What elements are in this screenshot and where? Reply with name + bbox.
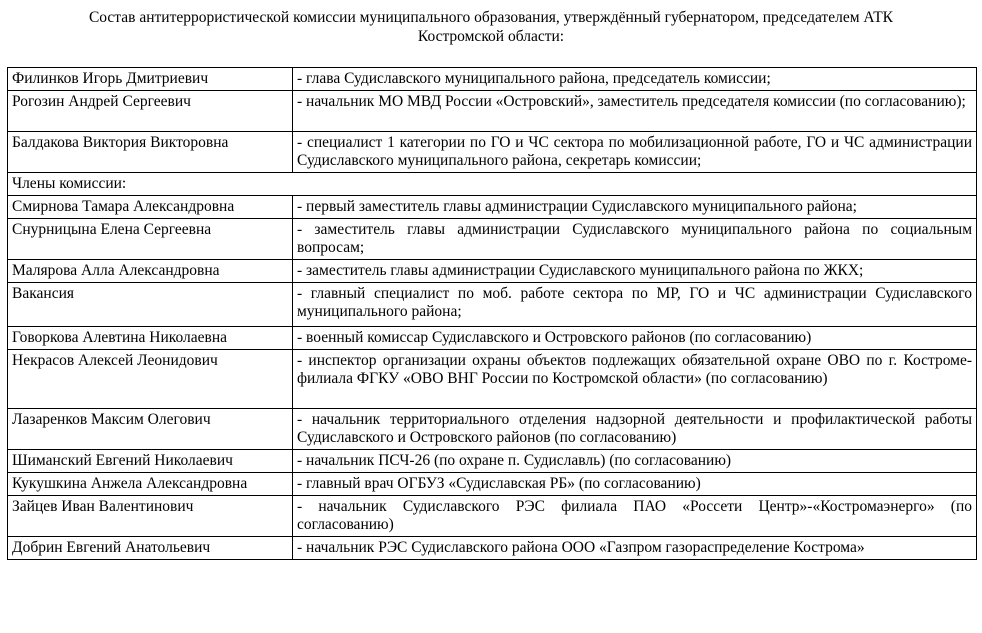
member-name: Вакансия <box>8 283 293 327</box>
member-name: Рогозин Андрей Сергеевич <box>8 91 293 132</box>
members-heading-row <box>8 173 977 196</box>
member-name: Филинков Игорь Дмитриевич <box>8 68 293 91</box>
member-name: Кукушкина Анжела Александровна <box>8 473 293 496</box>
document-title-line-2: Костромской области: <box>417 28 565 45</box>
members-heading: Члены комиссии: <box>8 173 977 196</box>
commission-table <box>7 67 977 560</box>
member-role: - заместитель главы администрации Судиславского муниципального района по социальным вопросам; <box>293 219 977 260</box>
member-role: - военный комиссар Судиславского и Островского районов (по согласованию) <box>293 327 977 350</box>
table-row-secretary <box>8 132 977 173</box>
table-row <box>8 450 977 473</box>
member-role: - инспектор организации охраны объектов подлежащих обязательной охране ОВО по г. Костроме-филиала ФГКУ «ОВО ВНГ России по Костромской области» (по согласованию) <box>293 350 977 409</box>
member-role: - заместитель главы администрации Судиславского муниципального района по ЖКХ; <box>293 260 977 283</box>
member-name: Малярова Алла Александровна <box>8 260 293 283</box>
table-row <box>8 350 977 409</box>
table-row <box>8 409 977 450</box>
document-title-line-1: Состав антитеррористической комиссии муниципального образования, утверждённый губернатором, председателем АТК <box>88 9 894 26</box>
document-title <box>20 8 962 46</box>
table-row-chairman <box>8 68 977 91</box>
member-role: - главный врач ОГБУЗ «Судиславская РБ» (по согласованию) <box>293 473 977 496</box>
member-name: Лазаренков Максим Олегович <box>8 409 293 450</box>
member-name: Смирнова Тамара Александровна <box>8 196 293 219</box>
member-name: Балдакова Виктория Викторовна <box>8 132 293 173</box>
member-role: - специалист 1 категории по ГО и ЧС сектора по мобилизационной работе, ГО и ЧС администрации Судиславского муниципального района, секретарь комиссии; <box>293 132 977 173</box>
member-role: - начальник МО МВД России «Островский», заместитель председателя комиссии (по согласованию); <box>293 91 977 132</box>
table-row <box>8 283 977 327</box>
member-role: - глава Судиславского муниципального района, председатель комиссии; <box>293 68 977 91</box>
member-name: Снурницына Елена Сергеевна <box>8 219 293 260</box>
member-name: Добрин Евгений Анатольевич <box>8 537 293 560</box>
table-row <box>8 219 977 260</box>
table-row <box>8 260 977 283</box>
table-row <box>8 196 977 219</box>
member-name: Говоркова Алевтина Николаевна <box>8 327 293 350</box>
member-role: - первый заместитель главы администрации Судиславского муниципального района; <box>293 196 977 219</box>
member-role: - начальник Судиславского РЭС филиала ПАО «Россети Центр»-«Костромаэнерго» (по согласованию) <box>293 496 977 537</box>
member-role: - начальник территориального отделения надзорной деятельности и профилактической работы Судиславского и Островского районов (по согласованию) <box>293 409 977 450</box>
member-role: - начальник РЭС Судиславского района ООО «Газпром газораспределение Кострома» <box>293 537 977 560</box>
table-row-deputy-chairman <box>8 91 977 132</box>
member-name: Шиманский Евгений Николаевич <box>8 450 293 473</box>
member-role: - начальник ПСЧ-26 (по охране п. Судиславль) (по согласованию) <box>293 450 977 473</box>
member-name: Некрасов Алексей Леонидович <box>8 350 293 409</box>
table-row <box>8 473 977 496</box>
table-row <box>8 327 977 350</box>
table-row <box>8 537 977 560</box>
member-role: - главный специалист по моб. работе сектора по МР, ГО и ЧС администрации Судиславского муниципального района; <box>293 283 977 327</box>
table-row <box>8 496 977 537</box>
member-name: Зайцев Иван Валентинович <box>8 496 293 537</box>
